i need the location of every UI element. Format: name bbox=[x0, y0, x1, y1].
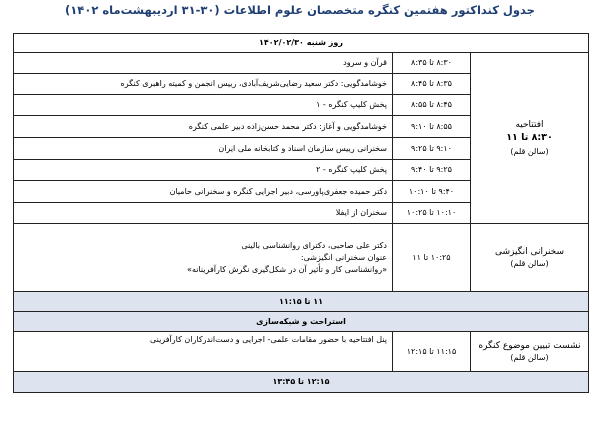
panel-session-cell bbox=[471, 332, 589, 372]
break-time: ۱۱ تا ۱۱:۱۵ bbox=[14, 292, 589, 312]
table-row bbox=[14, 53, 589, 74]
time-cell: ۹:۴۰ تا ۱۰:۱۰ bbox=[393, 181, 471, 203]
session-venue: (سالن قلم) bbox=[510, 147, 549, 157]
day-header-row bbox=[14, 34, 589, 53]
time-cell: ۹:۱۰ تا ۹:۲۵ bbox=[393, 138, 471, 160]
item-cell: خوشامدگویی و آغاز: دکتر محمد حسن‌زاده دبیر علمی کنگره bbox=[14, 116, 393, 138]
table-row bbox=[14, 332, 589, 372]
break-time: ۱۲:۱۵ تا ۱۳:۴۵ bbox=[14, 372, 589, 393]
item-cell: سخنران از ایفلا bbox=[14, 203, 393, 224]
opening-session-cell bbox=[471, 53, 589, 224]
keynote-session-cell bbox=[471, 224, 589, 292]
time-cell: ۱۰:۲۵ تا ۱۱ bbox=[393, 224, 471, 292]
session-title: سخنرانی انگیزشی bbox=[494, 246, 565, 257]
item-cell: قرآن و سرود bbox=[14, 53, 393, 74]
break-label-row bbox=[14, 312, 589, 332]
item-cell: سخنرانی رییس سازمان اسناد و کتابخانه ملی ایران bbox=[14, 138, 393, 160]
session-title: افتتاحیه bbox=[515, 119, 544, 130]
time-cell: ۹:۲۵ تا ۹:۴۰ bbox=[393, 160, 471, 181]
break-label: استراحت و شبکه‌سازی bbox=[14, 312, 589, 332]
break-time-row bbox=[14, 372, 589, 393]
item-line: عنوان سخنرانی انگیزشی: bbox=[300, 252, 387, 262]
item-cell: پخش کلیپ کنگره - ۱ bbox=[14, 95, 393, 116]
break-time-row bbox=[14, 292, 589, 312]
time-cell: ۸:۳۵ تا ۸:۴۵ bbox=[393, 74, 471, 95]
time-cell: ۱۱:۱۵ تا ۱۲:۱۵ bbox=[393, 332, 471, 372]
session-venue: (سالن قلم) bbox=[510, 353, 549, 363]
schedule-table bbox=[13, 33, 589, 393]
day-header: روز شنبه ۱۴۰۲/۰۲/۳۰ bbox=[14, 34, 589, 53]
page-title: جدول کنداکتور هفتمین کنگره متخصصان علوم اطلاعات (۳۰-۳۱ اردیبهشت‌ماه ۱۴۰۲) bbox=[65, 3, 535, 17]
item-cell: خوشامدگویی: دکتر سعید رضایی‌شریف‌آبادی، رییس انجمن و کمیته راهبری کنگره bbox=[14, 74, 393, 95]
time-cell: ۸:۴۵ تا ۸:۵۵ bbox=[393, 95, 471, 116]
session-time: ۸:۳۰ تا ۱۱ bbox=[506, 132, 553, 144]
time-cell: ۸:۳۰ تا ۸:۳۵ bbox=[393, 53, 471, 74]
item-line: «روانشناسی کار و تأثیر آن در شکل‌گیری نگرش کارآفرینانه» bbox=[187, 265, 387, 275]
item-cell: پنل افتتاحیه با حضور مقامات علمی- اجرایی و دست‌اندرکاران کارآفرینی bbox=[14, 332, 393, 372]
table-row bbox=[14, 224, 589, 292]
item-cell bbox=[14, 224, 393, 292]
time-cell: ۸:۵۵ تا ۹:۱۰ bbox=[393, 116, 471, 138]
session-title: نشست تبیین موضوع کنگره bbox=[478, 340, 581, 351]
time-cell: ۱۰:۱۰ تا ۱۰:۲۵ bbox=[393, 203, 471, 224]
item-cell: دکتر حمیده جعفری‌پاورسی، دبیر اجرایی کنگره و سخنرانی حامیان bbox=[14, 181, 393, 203]
item-cell: پخش کلیپ کنگره - ۲ bbox=[14, 160, 393, 181]
session-venue: (سالن قلم) bbox=[510, 259, 549, 269]
item-line: دکتر علی صاحبی، دکترای روانشناسی بالینی bbox=[241, 240, 387, 250]
